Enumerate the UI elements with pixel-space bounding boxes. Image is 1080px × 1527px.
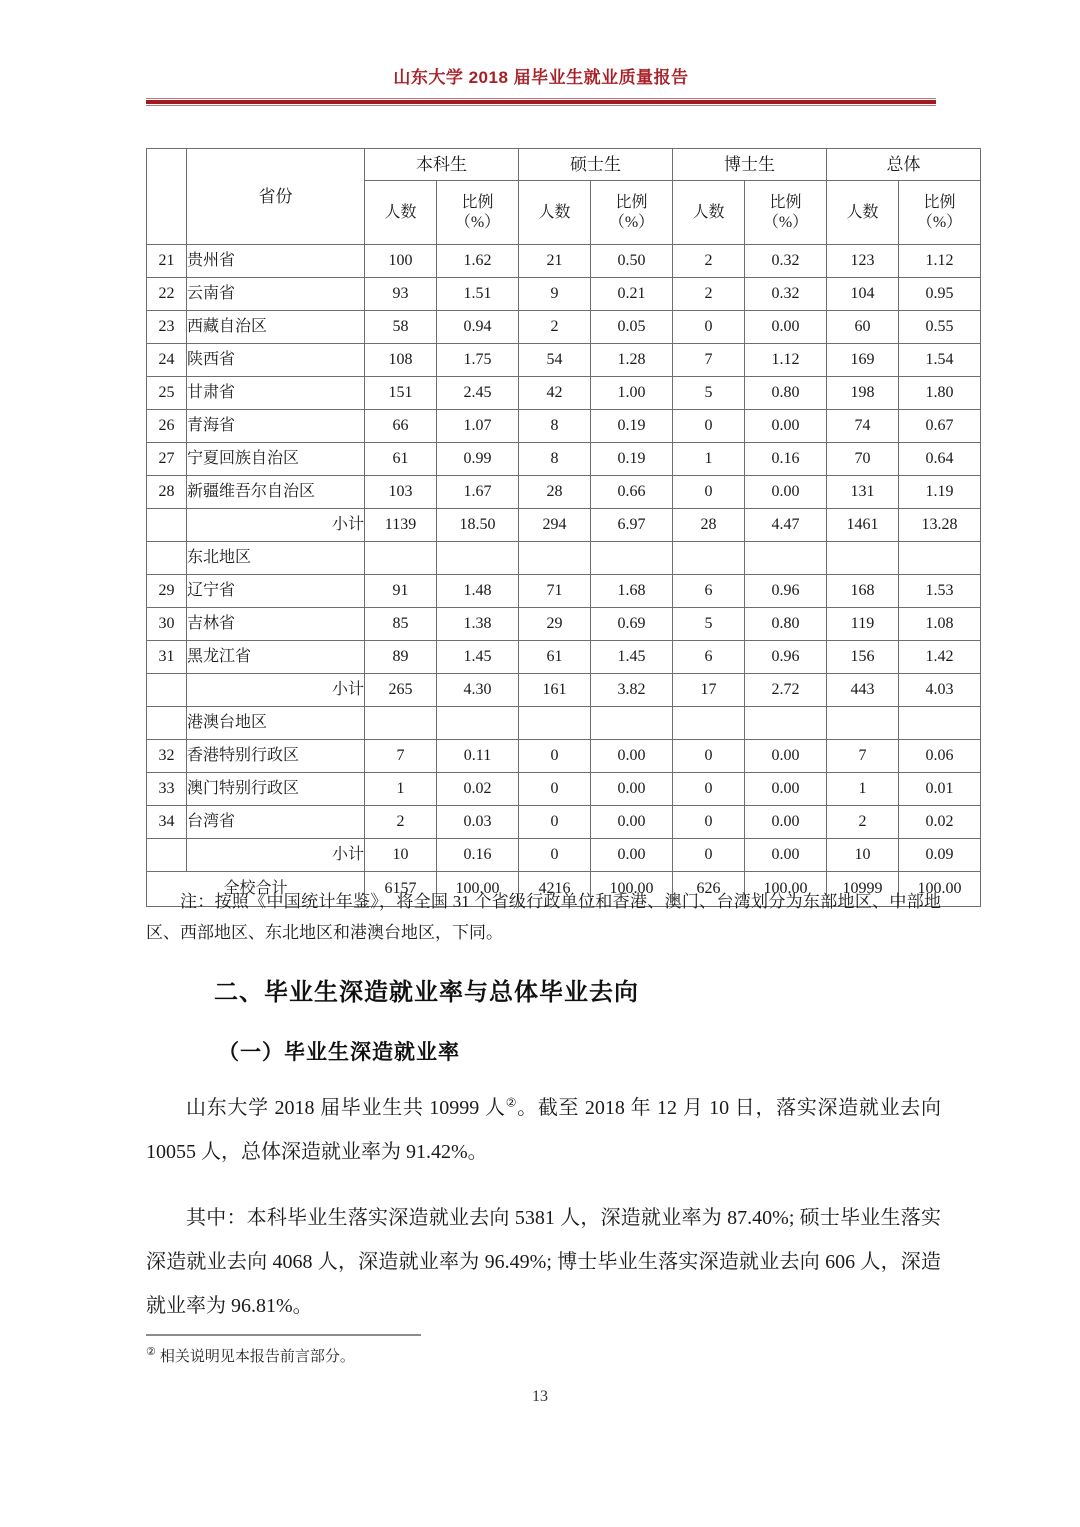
- cell-master-ratio: 6.97: [591, 509, 673, 542]
- row-index: 34: [147, 806, 187, 839]
- row-index: 33: [147, 773, 187, 806]
- ratio-label-line2: （%）: [916, 213, 963, 231]
- cell-overall-ratio: 0.67: [899, 410, 981, 443]
- cell-doctor-count: 5: [673, 608, 745, 641]
- table-note: 注：按照《中国统计年鉴》，将全国 31 个省级行政单位和香港、澳门、台湾划分为东部地区、中部地区、西部地区、东北地区和港澳台地区，下同。: [146, 892, 941, 942]
- cell-master-count: 8: [519, 443, 591, 476]
- cell-overall-count: 74: [827, 410, 899, 443]
- table-row: [147, 773, 981, 806]
- table-row: [147, 443, 981, 476]
- province-name: 云南省: [187, 278, 365, 311]
- region-name: 港澳台地区: [187, 707, 365, 740]
- cell-overall-ratio: 1.54: [899, 344, 981, 377]
- cell-doctor-count: 7: [673, 344, 745, 377]
- cell-doctor-ratio: 2.72: [745, 674, 827, 707]
- row-index: 27: [147, 443, 187, 476]
- cell-doctor-count: 0: [673, 311, 745, 344]
- cell-overall-count: 169: [827, 344, 899, 377]
- cell-master-count: 0: [519, 806, 591, 839]
- cell-overall-count: 60: [827, 311, 899, 344]
- province-name: 西藏自治区: [187, 311, 365, 344]
- row-index: [147, 707, 187, 740]
- cell-undergrad-count: 1139: [365, 509, 437, 542]
- cell-doctor-count: 0: [673, 410, 745, 443]
- cell-undergrad-ratio: 0.11: [437, 740, 519, 773]
- cell-master-count: [519, 542, 591, 575]
- cell-master-ratio: 0.00: [591, 839, 673, 872]
- header-master-count: 人数: [519, 181, 591, 245]
- cell-overall-count: 2: [827, 806, 899, 839]
- cell-master-count: 161: [519, 674, 591, 707]
- cell-doctor-ratio: 0.00: [745, 410, 827, 443]
- row-index: 32: [147, 740, 187, 773]
- cell-overall-ratio: 1.19: [899, 476, 981, 509]
- table-row: [147, 806, 981, 839]
- cell-undergrad-ratio: 2.45: [437, 377, 519, 410]
- province-name: 澳门特别行政区: [187, 773, 365, 806]
- cell-undergrad-count: 1: [365, 773, 437, 806]
- cell-doctor-ratio: 4.47: [745, 509, 827, 542]
- table-subtotal-row: [147, 509, 981, 542]
- table-row: [147, 641, 981, 674]
- header-undergraduate-count: 人数: [365, 181, 437, 245]
- cell-undergrad-ratio: [437, 707, 519, 740]
- header-rule-thin-bottom: [146, 105, 936, 106]
- table-head: [147, 149, 981, 245]
- cell-doctor-count: [673, 542, 745, 575]
- ratio-label-line1: 比例: [615, 193, 648, 211]
- table-row: [147, 410, 981, 443]
- row-index: 29: [147, 575, 187, 608]
- cell-overall-ratio: 0.09: [899, 839, 981, 872]
- subtotal-label: 小计: [187, 509, 365, 542]
- footnote-reference-marker: ②: [505, 1095, 518, 1110]
- footnote-text: 相关说明见本报告前言部分。: [159, 1349, 355, 1365]
- cell-overall-count: 123: [827, 245, 899, 278]
- cell-undergrad-count: 85: [365, 608, 437, 641]
- cell-doctor-ratio: 0.32: [745, 245, 827, 278]
- header-undergraduate-ratio: [437, 181, 519, 245]
- grand-total-doctor-count: 626: [673, 872, 745, 907]
- cell-doctor-ratio: 0.80: [745, 377, 827, 410]
- table-subtotal-row: [147, 674, 981, 707]
- cell-master-ratio: 0.19: [591, 410, 673, 443]
- row-index: 21: [147, 245, 187, 278]
- cell-undergrad-count: 100: [365, 245, 437, 278]
- cell-doctor-count: 1: [673, 443, 745, 476]
- cell-doctor-count: 6: [673, 575, 745, 608]
- header-rule: [146, 98, 936, 107]
- cell-overall-ratio: [899, 707, 981, 740]
- table-row: [147, 608, 981, 641]
- cell-undergrad-count: 61: [365, 443, 437, 476]
- cell-doctor-ratio: 0.80: [745, 608, 827, 641]
- grand-total-label: 全校合计: [147, 872, 365, 907]
- paragraph-1-part-b: 。截至 2018 年 12 月 10 日，落实深造就业去向 10055 人，总体深造就业率为 91.42%。: [146, 1097, 942, 1163]
- table-region-row: [147, 542, 981, 575]
- header-doctor-count: 人数: [673, 181, 745, 245]
- row-index: [147, 839, 187, 872]
- cell-undergrad-ratio: [437, 542, 519, 575]
- cell-master-ratio: 1.45: [591, 641, 673, 674]
- cell-overall-ratio: 0.64: [899, 443, 981, 476]
- cell-master-count: 9: [519, 278, 591, 311]
- running-header-title: 山东大学 2018 届毕业生就业质量报告: [393, 68, 689, 87]
- row-index: 30: [147, 608, 187, 641]
- province-name: 贵州省: [187, 245, 365, 278]
- header-group-doctor: 博士生: [673, 149, 827, 181]
- cell-doctor-count: 2: [673, 278, 745, 311]
- paragraph-overall-rate: [146, 1086, 941, 1174]
- footnote: [146, 1344, 646, 1370]
- cell-doctor-ratio: 1.12: [745, 344, 827, 377]
- province-name: 青海省: [187, 410, 365, 443]
- row-index: 22: [147, 278, 187, 311]
- cell-undergrad-ratio: 1.45: [437, 641, 519, 674]
- cell-undergrad-ratio: 0.03: [437, 806, 519, 839]
- cell-master-count: 0: [519, 740, 591, 773]
- cell-doctor-ratio: 0.00: [745, 740, 827, 773]
- province-name: 台湾省: [187, 806, 365, 839]
- header-group-undergraduate: 本科生: [365, 149, 519, 181]
- cell-overall-ratio: 0.02: [899, 806, 981, 839]
- cell-undergrad-ratio: 0.99: [437, 443, 519, 476]
- cell-undergrad-count: 66: [365, 410, 437, 443]
- cell-overall-count: 168: [827, 575, 899, 608]
- grand-total-overall-ratio: 100.00: [899, 872, 981, 907]
- cell-master-count: 0: [519, 773, 591, 806]
- cell-overall-count: 10: [827, 839, 899, 872]
- cell-overall-ratio: 1.53: [899, 575, 981, 608]
- grand-total-undergrad-count: 6157: [365, 872, 437, 907]
- cell-undergrad-count: 93: [365, 278, 437, 311]
- page-number: 13: [532, 1388, 548, 1405]
- subtotal-label: 小计: [187, 674, 365, 707]
- cell-overall-ratio: 0.55: [899, 311, 981, 344]
- cell-master-count: 8: [519, 410, 591, 443]
- cell-doctor-count: 6: [673, 641, 745, 674]
- cell-doctor-ratio: 0.96: [745, 575, 827, 608]
- cell-overall-count: 104: [827, 278, 899, 311]
- cell-doctor-count: 0: [673, 806, 745, 839]
- cell-overall-count: [827, 542, 899, 575]
- cell-undergrad-ratio: 0.02: [437, 773, 519, 806]
- section-heading-2: 二、毕业生深造就业率与总体毕业去向: [214, 979, 639, 1006]
- cell-master-ratio: 0.00: [591, 740, 673, 773]
- cell-master-count: 54: [519, 344, 591, 377]
- province-name: 陕西省: [187, 344, 365, 377]
- cell-master-ratio: 0.50: [591, 245, 673, 278]
- cell-undergrad-count: 103: [365, 476, 437, 509]
- grand-total-master-count: 4216: [519, 872, 591, 907]
- cell-overall-ratio: 1.42: [899, 641, 981, 674]
- grand-total-undergrad-ratio: 100.00: [437, 872, 519, 907]
- cell-overall-ratio: 4.03: [899, 674, 981, 707]
- province-name: 香港特别行政区: [187, 740, 365, 773]
- header-overall-ratio: [899, 181, 981, 245]
- row-index: [147, 509, 187, 542]
- header-group-master: 硕士生: [519, 149, 673, 181]
- cell-undergrad-count: [365, 707, 437, 740]
- cell-undergrad-ratio: 0.16: [437, 839, 519, 872]
- table-row: [147, 344, 981, 377]
- cell-doctor-ratio: 0.00: [745, 311, 827, 344]
- header-overall-count: 人数: [827, 181, 899, 245]
- cell-overall-count: 119: [827, 608, 899, 641]
- cell-master-ratio: 3.82: [591, 674, 673, 707]
- cell-undergrad-count: 89: [365, 641, 437, 674]
- row-index: 25: [147, 377, 187, 410]
- province-distribution-table-wrapper: [146, 148, 963, 907]
- cell-undergrad-ratio: 1.62: [437, 245, 519, 278]
- header-doctor-ratio: [745, 181, 827, 245]
- province-name: 宁夏回族自治区: [187, 443, 365, 476]
- cell-overall-count: [827, 707, 899, 740]
- paragraph-rate-breakdown: 其中：本科毕业生落实深造就业去向 5381 人，深造就业率为 87.40%; 硕士毕业生落实深造就业去向 4068 人，深造就业率为 96.49%; 博士毕业生落实深造就业去向 606 人，深造就业率为 96.81%。: [146, 1207, 941, 1317]
- cell-undergrad-count: 108: [365, 344, 437, 377]
- table-header-row-groups: [147, 149, 981, 181]
- cell-master-ratio: 0.69: [591, 608, 673, 641]
- header-group-overall: 总体: [827, 149, 981, 181]
- cell-doctor-count: 5: [673, 377, 745, 410]
- region-name: 东北地区: [187, 542, 365, 575]
- cell-overall-ratio: 0.01: [899, 773, 981, 806]
- cell-overall-ratio: 13.28: [899, 509, 981, 542]
- cell-master-ratio: [591, 542, 673, 575]
- table-region-row: [147, 707, 981, 740]
- row-index: 24: [147, 344, 187, 377]
- cell-doctor-count: 0: [673, 476, 745, 509]
- cell-doctor-count: 28: [673, 509, 745, 542]
- cell-master-count: 294: [519, 509, 591, 542]
- cell-undergrad-count: 2: [365, 806, 437, 839]
- cell-overall-ratio: 1.80: [899, 377, 981, 410]
- grand-total-overall-count: 10999: [827, 872, 899, 907]
- cell-master-ratio: 0.00: [591, 806, 673, 839]
- subtotal-label: 小计: [187, 839, 365, 872]
- cell-undergrad-count: 91: [365, 575, 437, 608]
- cell-master-count: 0: [519, 839, 591, 872]
- cell-master-count: 2: [519, 311, 591, 344]
- cell-doctor-count: 17: [673, 674, 745, 707]
- ratio-label-line2: （%）: [762, 213, 809, 231]
- header-master-ratio: [591, 181, 673, 245]
- cell-doctor-ratio: 0.16: [745, 443, 827, 476]
- table-row: [147, 740, 981, 773]
- cell-doctor-count: 0: [673, 839, 745, 872]
- cell-overall-count: 7: [827, 740, 899, 773]
- province-name: 黑龙江省: [187, 641, 365, 674]
- cell-undergrad-ratio: 0.94: [437, 311, 519, 344]
- footnote-separator-rule: [146, 1334, 421, 1336]
- ratio-label-line1: 比例: [923, 193, 956, 211]
- cell-undergrad-ratio: 1.75: [437, 344, 519, 377]
- cell-undergrad-count: 58: [365, 311, 437, 344]
- cell-master-count: 29: [519, 608, 591, 641]
- grand-total-doctor-ratio: 100.00: [745, 872, 827, 907]
- row-index: 23: [147, 311, 187, 344]
- cell-master-ratio: 0.00: [591, 773, 673, 806]
- cell-doctor-ratio: [745, 542, 827, 575]
- cell-overall-ratio: [899, 542, 981, 575]
- cell-doctor-ratio: 0.32: [745, 278, 827, 311]
- ratio-label-line2: （%）: [608, 213, 655, 231]
- cell-doctor-count: 2: [673, 245, 745, 278]
- cell-undergrad-count: 151: [365, 377, 437, 410]
- footnote-marker: ②: [146, 1346, 156, 1358]
- cell-doctor-ratio: [745, 707, 827, 740]
- cell-master-ratio: [591, 707, 673, 740]
- row-index: [147, 674, 187, 707]
- table-row: [147, 377, 981, 410]
- ratio-label-line1: 比例: [461, 193, 494, 211]
- cell-undergrad-ratio: 1.07: [437, 410, 519, 443]
- row-index: 28: [147, 476, 187, 509]
- header-index-blank: [147, 149, 187, 245]
- table-body: [147, 245, 981, 907]
- cell-overall-count: 198: [827, 377, 899, 410]
- cell-master-count: [519, 707, 591, 740]
- cell-overall-count: 70: [827, 443, 899, 476]
- cell-doctor-ratio: 0.00: [745, 839, 827, 872]
- cell-master-count: 42: [519, 377, 591, 410]
- cell-undergrad-ratio: 18.50: [437, 509, 519, 542]
- header-province: 省份: [187, 149, 365, 245]
- cell-master-ratio: 1.00: [591, 377, 673, 410]
- cell-undergrad-ratio: 1.48: [437, 575, 519, 608]
- cell-undergrad-ratio: 1.38: [437, 608, 519, 641]
- cell-doctor-ratio: 0.00: [745, 773, 827, 806]
- ratio-label-line2: （%）: [454, 213, 501, 231]
- province-name: 吉林省: [187, 608, 365, 641]
- cell-master-ratio: 1.68: [591, 575, 673, 608]
- cell-overall-count: 131: [827, 476, 899, 509]
- table-row: [147, 311, 981, 344]
- table-row: [147, 575, 981, 608]
- cell-undergrad-count: 7: [365, 740, 437, 773]
- cell-master-count: 21: [519, 245, 591, 278]
- cell-master-count: 61: [519, 641, 591, 674]
- cell-overall-count: 1: [827, 773, 899, 806]
- cell-doctor-count: 0: [673, 740, 745, 773]
- cell-undergrad-count: 265: [365, 674, 437, 707]
- cell-overall-count: 1461: [827, 509, 899, 542]
- province-name: 辽宁省: [187, 575, 365, 608]
- row-index: [147, 542, 187, 575]
- cell-overall-ratio: 0.06: [899, 740, 981, 773]
- row-index: 31: [147, 641, 187, 674]
- row-index: 26: [147, 410, 187, 443]
- province-distribution-table: [146, 148, 981, 907]
- cell-doctor-ratio: 0.00: [745, 806, 827, 839]
- cell-doctor-ratio: 0.00: [745, 476, 827, 509]
- cell-undergrad-ratio: 4.30: [437, 674, 519, 707]
- header-rule-thin-top: [146, 98, 936, 99]
- cell-master-ratio: 0.66: [591, 476, 673, 509]
- cell-master-ratio: 0.21: [591, 278, 673, 311]
- paragraph-1-part-a: 山东大学 2018 届毕业生共 10999 人: [186, 1097, 506, 1119]
- table-row: [147, 278, 981, 311]
- cell-doctor-count: [673, 707, 745, 740]
- grand-total-master-ratio: 100.00: [591, 872, 673, 907]
- cell-overall-count: 156: [827, 641, 899, 674]
- section-heading-3: （一）毕业生深造就业率: [218, 1041, 460, 1064]
- province-name: 新疆维吾尔自治区: [187, 476, 365, 509]
- cell-overall-ratio: 0.95: [899, 278, 981, 311]
- cell-overall-ratio: 1.12: [899, 245, 981, 278]
- cell-undergrad-count: [365, 542, 437, 575]
- header-rule-thick: [146, 100, 936, 104]
- cell-undergrad-ratio: 1.51: [437, 278, 519, 311]
- cell-doctor-count: 0: [673, 773, 745, 806]
- cell-undergrad-ratio: 1.67: [437, 476, 519, 509]
- table-subtotal-row: [147, 839, 981, 872]
- cell-overall-ratio: 1.08: [899, 608, 981, 641]
- cell-master-count: 28: [519, 476, 591, 509]
- cell-undergrad-count: 10: [365, 839, 437, 872]
- cell-master-count: 71: [519, 575, 591, 608]
- province-name: 甘肃省: [187, 377, 365, 410]
- cell-master-ratio: 0.05: [591, 311, 673, 344]
- table-row: [147, 245, 981, 278]
- running-header: [146, 66, 936, 90]
- ratio-label-line1: 比例: [769, 193, 802, 211]
- table-row: [147, 476, 981, 509]
- cell-master-ratio: 0.19: [591, 443, 673, 476]
- cell-doctor-ratio: 0.96: [745, 641, 827, 674]
- cell-overall-count: 443: [827, 674, 899, 707]
- cell-master-ratio: 1.28: [591, 344, 673, 377]
